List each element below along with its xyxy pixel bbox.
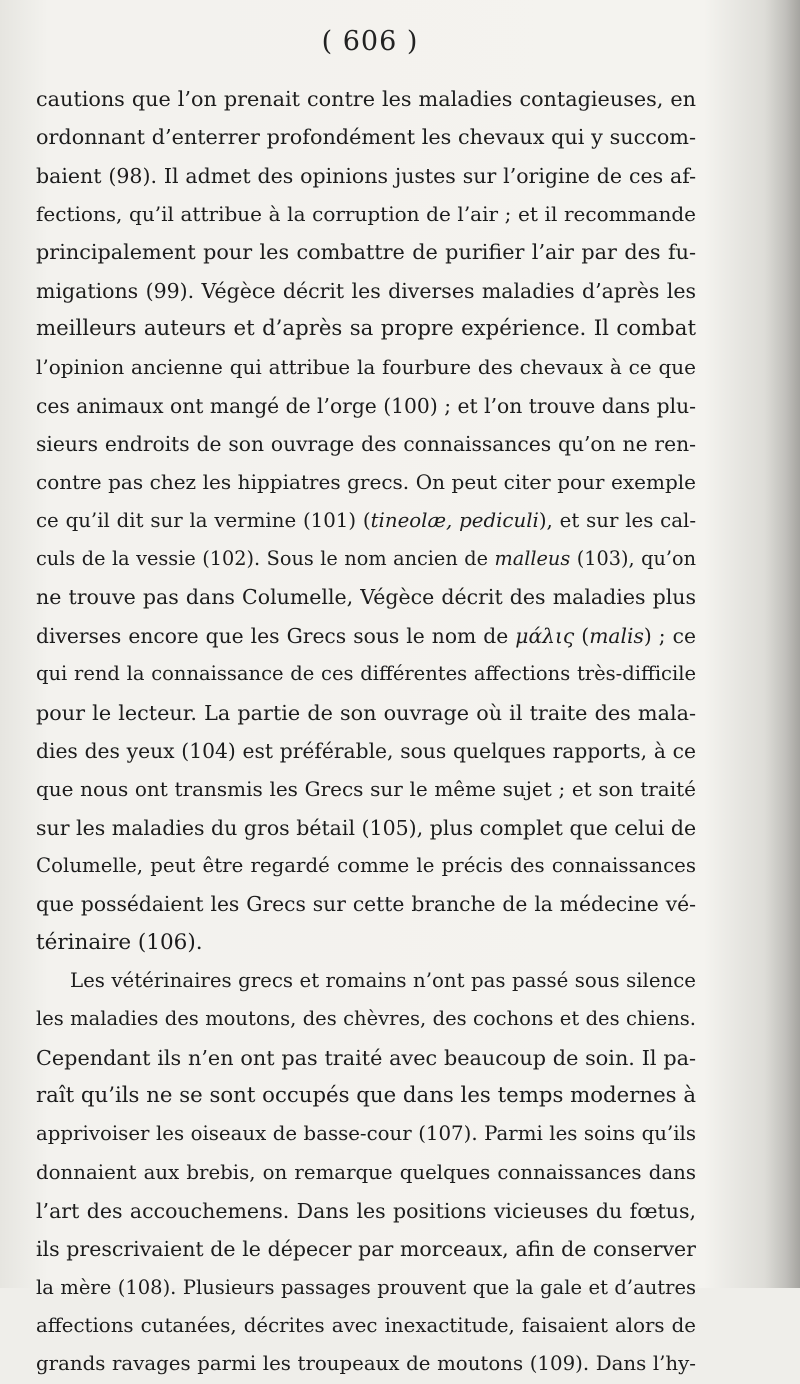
text-line: grands ravages parmi les troupeaux de moutons (109). Dans l’hy-	[36, 1352, 696, 1376]
text-line: l’art des accouchemens. Dans les positions vicieuses du fœtus,	[36, 1198, 696, 1223]
italic-term: malleus	[494, 547, 571, 571]
text-line: cautions que l’on prenait contre les maladies contagieuses, en	[36, 87, 696, 111]
text-line: pour le lecteur. La partie de son ouvrage où il traite des mala-	[36, 700, 696, 725]
text-line: fections, qu’il attribue à la corruption de l’air ; et il recommande	[36, 202, 696, 227]
text-line: contre pas chez les hippiatres grecs. On peut citer pour exemple	[36, 470, 696, 495]
text-line: Les vétérinaires grecs et romains n’ont pas passé sous silence	[70, 968, 696, 992]
text-line	[36, 540, 696, 578]
text-line: les maladies des moutons, des chèvres, des cochons et des chiens.	[36, 1007, 696, 1031]
text-fragment: (103), qu’on	[570, 547, 696, 571]
text-line: que possédaient les Grecs sur cette branche de la médecine vé-	[36, 892, 696, 917]
text-line: meilleurs auteurs et d’après sa propre expérience. Il combat	[36, 316, 696, 342]
text-line: ordonnant d’enterrer profondément les chevaux qui y succom-	[36, 125, 696, 150]
text-line: la mère (108). Plusieurs passages prouvent que la gale et d’autres	[36, 1275, 696, 1299]
text-line: baient (98). Il admet des opinions justes sur l’origine de ces af-	[36, 163, 696, 188]
text-line: sur les maladies du gros bétail (105), plus complet que celui de	[36, 815, 697, 840]
text-line: donnaient aux brebis, on remarque quelques connaissances dans	[36, 1160, 696, 1184]
text-line	[36, 617, 696, 655]
text-line: dies des yeux (104) est préférable, sous quelques rapports, à ce	[36, 738, 696, 763]
text-line: ils prescrivaient de le dépecer par morceaux, afin de conserver	[36, 1237, 696, 1262]
text-fragment: ) ; ce	[643, 623, 696, 648]
text-fragment: ce qu’il dit sur la vermine (101) (	[36, 508, 371, 532]
body-text	[36, 80, 696, 1384]
text-line: migations (99). Végèce décrit les diverses maladies d’après les	[36, 278, 696, 303]
text-line: Cependant ils n’en ont pas traité avec beaucoup de soin. Il pa-	[36, 1045, 696, 1070]
italic-term: malis	[589, 623, 644, 648]
greek-term: μάλις	[515, 623, 575, 648]
text-line: ces animaux ont mangé de l’orge (100) ; et l’on trouve dans plu-	[36, 393, 696, 418]
page-number: ( 606 )	[321, 26, 419, 57]
text-line: Columelle, peut être regardé comme le précis des connaissances	[36, 853, 696, 877]
text-line: apprivoiser les oiseaux de basse-cour (107). Parmi les soins qu’ils	[36, 1122, 696, 1146]
text-fragment: culs de la vessie (102). Sous le nom ancien de	[36, 547, 495, 571]
text-fragment: ), et sur les cal-	[538, 508, 696, 532]
text-line: térinaire (106).	[36, 929, 203, 955]
text-line: sieurs endroits de son ouvrage des connaissances qu’on ne ren-	[36, 432, 696, 457]
text-line: qui rend la connaissance de ces différentes affections très-difficile	[36, 662, 696, 686]
text-line: raît qu’ils ne se sont occupés que dans les temps modernes à	[36, 1082, 696, 1108]
text-fragment: (	[574, 623, 590, 648]
page-edge-shadow	[764, 0, 800, 1288]
text-fragment: diverses encore que les Grecs sous le nom de	[36, 623, 516, 648]
text-line: l’opinion ancienne qui attribue la fourbure des chevaux à ce que	[36, 355, 696, 380]
text-line: affections cutanées, décrites avec inexactitude, faisaient alors de	[36, 1314, 696, 1337]
text-line: principalement pour les combattre de purifier l’air par des fu-	[36, 240, 696, 265]
text-line	[36, 502, 696, 540]
italic-term: tineolæ, pediculi	[370, 508, 539, 532]
text-line: ne trouve pas dans Columelle, Végèce décrit des maladies plus	[36, 585, 696, 610]
text-line: que nous ont transmis les Grecs sur le même sujet ; et son traité	[36, 777, 696, 802]
